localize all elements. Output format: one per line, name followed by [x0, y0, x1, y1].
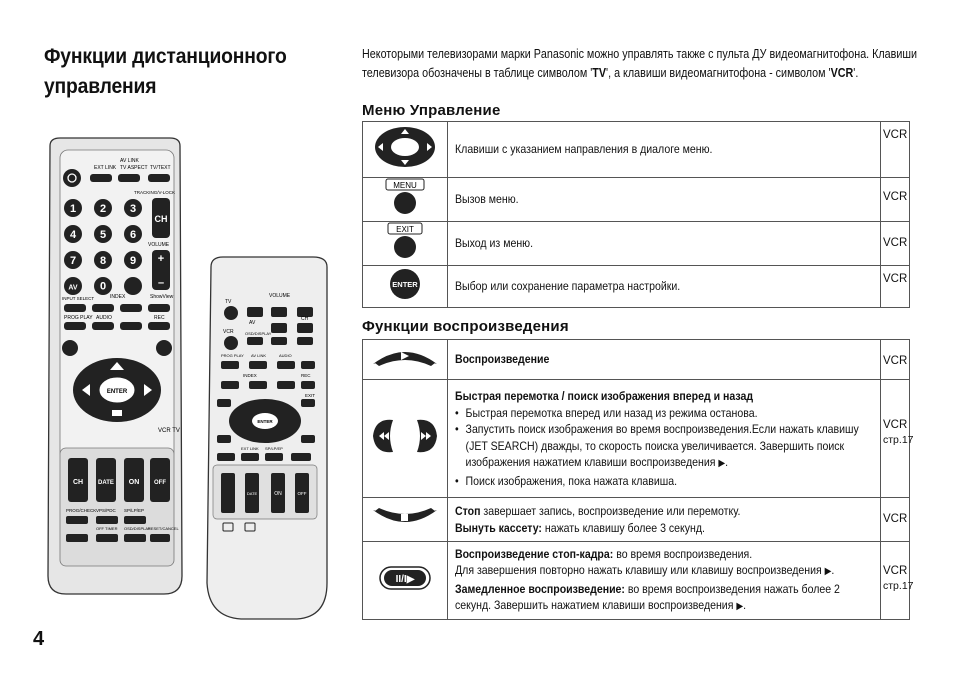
digit-key-label: 8 — [99, 255, 107, 267]
rm-vcr-tv: VCR TV — [158, 428, 180, 434]
digit-key-label: AV — [68, 284, 78, 292]
rm-rec: REC — [154, 315, 165, 321]
rm-tv-aspect: TV ASPECT — [120, 165, 148, 171]
still-label: Воспроизведение стоп-кадра: — [455, 546, 614, 561]
menu-key-icon — [380, 178, 430, 216]
icon-cell — [363, 380, 448, 498]
menu-table — [362, 121, 910, 308]
icon-cell — [363, 122, 448, 178]
rv-ext-link: EXT LINK — [241, 446, 259, 451]
eject-label: Вынуть кассету: — [455, 520, 542, 535]
rm-date: DATE — [98, 480, 114, 486]
rm-prog-check: PROG/CHECK — [66, 508, 97, 513]
play-triangle-icon: ▶ — [824, 566, 832, 577]
stop-mode: VCR — [883, 513, 908, 525]
playback-table — [362, 339, 914, 620]
rm-input-select: INPUT SELECT — [62, 296, 95, 301]
digit-key-label: 3 — [129, 203, 137, 215]
pause-key-label: II/I▶ — [395, 574, 415, 585]
menu-row2-mode: VCR — [883, 191, 908, 203]
table-row — [363, 380, 910, 498]
ff-bullet-3: • Поиск изображения, пока нажата клавиша. — [455, 473, 869, 490]
play-triangle-icon: ▶ — [718, 458, 726, 469]
slow-text: во время воспроизведения нажать более 2 секунд. Завершить нажатием клавиши воспроизведения — [455, 581, 840, 612]
icon-cell — [363, 340, 448, 380]
svg-text:–: – — [157, 277, 165, 289]
menu-row1-mode: VCR — [883, 129, 908, 141]
table-row — [363, 266, 910, 308]
intro-part2: ', а клавиши видеомагнитофона - символом ' — [606, 65, 831, 80]
pause-mode: VCR — [883, 565, 908, 577]
exit-key-label: EXIT — [396, 225, 414, 234]
rm-ch: CH — [154, 214, 168, 224]
menu-row1-text: Клавиши с указанием направления в диалоге меню. — [455, 142, 713, 157]
svg-text:CH: CH — [72, 479, 84, 486]
playback-section-title: Функции воспроизведения — [362, 318, 569, 335]
rm-splp: SP/LP/EP — [124, 508, 145, 513]
tv-remote-illustration — [40, 136, 190, 598]
rv-splp: SP/LP/EP — [265, 446, 283, 451]
table-row — [363, 222, 910, 266]
rm-reset: RESET/CANCEL — [148, 526, 179, 531]
menu-row2-text: Вызов меню. — [455, 192, 519, 207]
page-title: Функции дистанционного управления — [44, 45, 287, 98]
slow-label: Замедленное воспроизведение: — [455, 581, 625, 596]
digit-key-label: 1 — [69, 203, 77, 215]
rv-enter: ENTER — [257, 419, 273, 424]
exit-key-icon — [380, 222, 430, 260]
table-row — [363, 178, 910, 222]
intro-text — [362, 45, 930, 82]
intro-tv: TV — [592, 65, 607, 80]
still-end-line: Для завершения повторно нажать клавишу или клавишу воспроизведения ▶. — [455, 563, 835, 577]
menu-row3-mode: VCR — [883, 237, 908, 249]
intro-vcr: VCR — [830, 65, 854, 80]
rm-prog-play: PROG PLAY — [64, 315, 93, 321]
icon-cell — [363, 178, 448, 222]
rv-prog-play: PROG PLAY — [221, 353, 244, 358]
ff-bullet-2: • Запустить поиск изображения во время воспроизведения.Если нажать клавишу (JET SEARCH) дважды, то скорость поиска увеличивается. Завершить поиск изображения нажатием клавиши воспроизведения ▶. — [455, 421, 869, 473]
icon-cell — [363, 222, 448, 266]
rm-ext-link: EXT LINK — [94, 165, 117, 171]
play-triangle-icon: ▶ — [736, 601, 744, 612]
icon-cell — [363, 498, 448, 542]
digit-key — [124, 277, 142, 295]
intro-part3: '. — [853, 65, 859, 80]
rm-tvtext: TV/TEXT — [150, 165, 171, 171]
digit-key-label: 7 — [69, 255, 77, 267]
rv-ch: CH — [301, 316, 309, 322]
rm-volume: VOLUME — [148, 242, 170, 248]
still-text: во время воспроизведения. — [613, 546, 753, 561]
ff-bullet-2-text: Запустить поиск изображения во время воспроизведения.Если нажать клавишу (JET SEARCH) дважды, то скорость поиска увеличивается. Завершить поиск изображения нажатием клавиши воспроизведения — [465, 422, 859, 469]
rv-osd: OSD/DISPLAY — [245, 331, 272, 336]
ff-bullet-1: • Быстрая перемотка вперед или назад из режима останова. — [455, 405, 869, 422]
rm-off: OFF — [154, 480, 166, 486]
menu-row3-text: Выход из меню. — [455, 236, 534, 251]
icon-cell — [363, 542, 448, 620]
stop-key-icon — [369, 504, 441, 530]
rm-av-link: AV LINK — [120, 158, 139, 164]
play-text: Воспроизведение — [455, 352, 550, 367]
rm-audio: AUDIO — [96, 315, 112, 321]
page-number: 4 — [33, 628, 45, 650]
rv-audio: AUDIO — [279, 353, 292, 358]
rv-index: INDEX — [243, 373, 257, 378]
rm-tracking: TRACKING/V-LOCK — [134, 190, 176, 195]
slow-line: Замедленное воспроизведение: во время воспроизведения нажать более 2 секунд. Завершить нажатием клавиши воспроизведения ▶. — [455, 581, 840, 612]
pause-slow-key-icon — [378, 564, 432, 592]
menu-key-label: MENU — [393, 181, 417, 190]
svg-text:+: + — [157, 253, 165, 265]
digit-key-label: 6 — [129, 229, 137, 241]
rm-index: INDEX — [110, 294, 126, 300]
rm-vps: VPS/PDC — [96, 508, 116, 513]
stop-line — [455, 503, 869, 520]
rv-exit: EXIT — [305, 393, 316, 398]
menu-row4-mode: VCR — [883, 273, 908, 285]
enter-key-label: ENTER — [392, 280, 418, 289]
ff-rew-keys-icon — [369, 414, 441, 458]
rv-rec: REC — [301, 373, 311, 378]
rv-vcr: VCR — [223, 329, 234, 335]
rv-date: DATE — [246, 491, 258, 496]
digit-key-label: 0 — [99, 280, 107, 293]
digit-key-label: 5 — [99, 229, 107, 241]
icon-cell — [363, 266, 448, 308]
rm-offtimer: OFF TIMER — [96, 526, 118, 531]
ff-mode: VCR — [883, 419, 908, 431]
rv-off: OFF — [297, 491, 307, 496]
table-row — [363, 340, 910, 380]
eject-text: нажать клавишу более 3 секунд. — [541, 520, 705, 535]
ff-ref: стр.17 — [883, 434, 914, 446]
still-end-text: Для завершения повторно нажать клавишу или клавишу воспроизведения — [455, 563, 822, 577]
intro-part1: Некоторыми телевизорами марки Panasonic можно управлять также с пульта ДУ видеомагнитофона. Клавиши телевизора обозначены в таблице символом ' — [362, 47, 918, 80]
menu-section-title: Меню Управление — [362, 102, 501, 119]
ff-heading: Быстрая перемотка / поиск изображения вперед и назад — [455, 389, 754, 403]
rv-av-link: AV LINK — [251, 353, 267, 358]
rm-enter: ENTER — [106, 389, 128, 395]
rm-on: ON — [128, 479, 140, 486]
stop-text: завершает запись, воспроизведение или перемотку. — [480, 504, 741, 518]
digit-key-label: 9 — [129, 255, 137, 267]
rm-showview: ShowView — [150, 294, 174, 300]
play-key-icon — [369, 344, 441, 370]
enter-key-icon — [385, 266, 425, 302]
eject-line — [455, 520, 869, 537]
power-icon — [63, 169, 81, 187]
menu-row4-text: Выбор или сохранение параметра настройки. — [455, 279, 681, 294]
digit-key-label: 4 — [69, 229, 77, 241]
table-row — [363, 122, 910, 178]
rm-osd: OSD/DISPLAY — [124, 526, 151, 531]
table-row — [363, 542, 910, 620]
play-mode: VCR — [883, 355, 908, 367]
still-line — [455, 546, 869, 563]
table-row — [363, 498, 910, 542]
rv-volume: VOLUME — [269, 293, 291, 299]
arrow-pad-icon — [371, 122, 439, 172]
rv-tv: TV — [225, 299, 232, 305]
rv-on: ON — [274, 491, 282, 497]
vcr-remote-illustration — [201, 253, 331, 623]
pause-ref: стр.17 — [883, 580, 914, 592]
stop-label: Стоп — [455, 504, 481, 518]
digit-key-label: 2 — [99, 203, 107, 215]
rv-av: AV — [249, 320, 256, 326]
